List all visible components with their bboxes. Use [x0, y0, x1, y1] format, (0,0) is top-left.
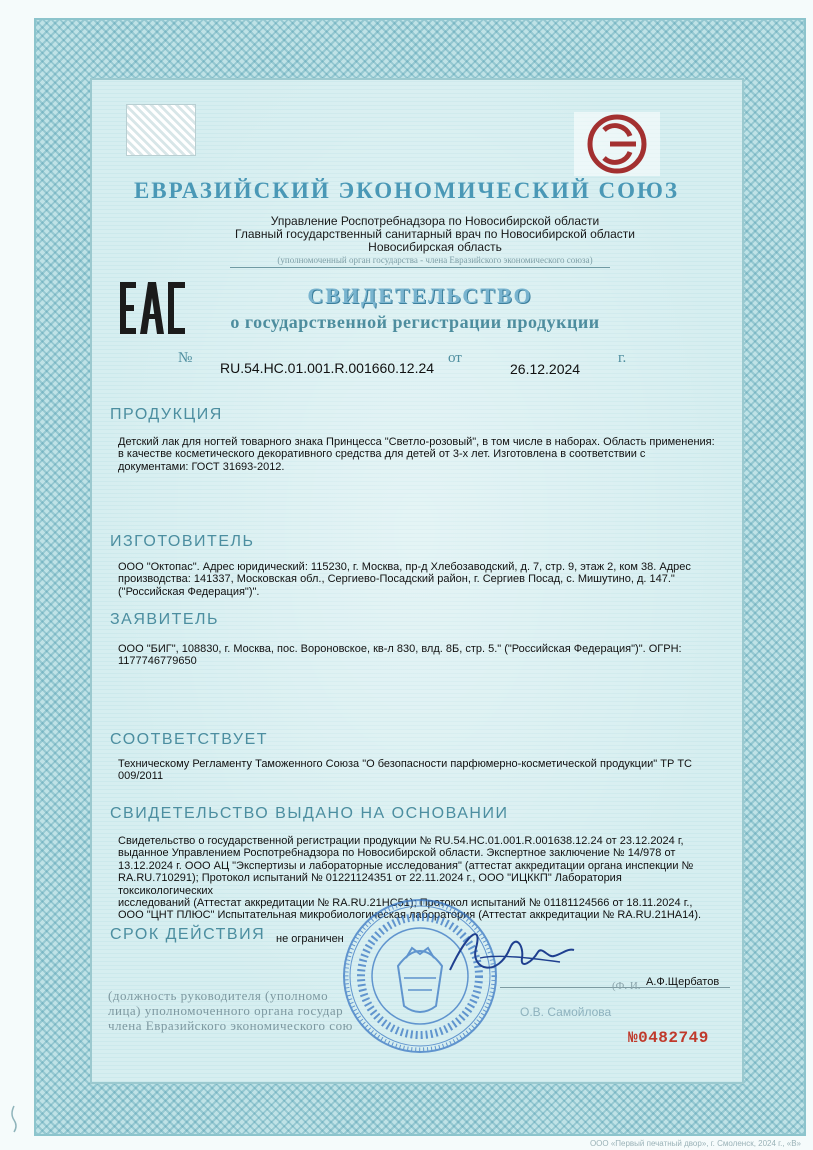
compliance-heading: СООТВЕТСТВУЕТ: [110, 731, 269, 748]
text-line: ООО "БИГ", 108830, г. Москва, пос. Вороновское, кв-л 830, влд. 8Б, стр. 5." ("Российская Федерация")". ОГРН:: [118, 643, 682, 655]
authority-line-3: Новосибирская область: [368, 240, 502, 254]
signatory-label-line-3: члена Евразийского экономического сою: [108, 1018, 353, 1033]
compliance-text: [118, 758, 718, 783]
text-line: документами: ГОСТ 31693-2012.: [118, 460, 285, 473]
text-line: ООО "ЦНТ ПЛЮС" Испытательная микробиологическая лаборатория (Аттестат аккредитации № RA.RU.21НА14).: [118, 909, 702, 922]
signatory-label-line-1: (должность руководителя (уполномо: [108, 988, 329, 1003]
number-label: №: [178, 350, 193, 366]
text-line: 1177746779650: [118, 655, 197, 668]
text-line: 009/2011: [118, 770, 164, 783]
text-line: Свидетельство о государственной регистрации продукции № RU.54.НС.01.001.R.001638.12.24 от 23.12.2024 г,: [118, 835, 684, 847]
applicant-heading: ЗАЯВИТЕЛЬ: [110, 611, 220, 628]
registration-number: RU.54.НС.01.001.R.001660.12.24: [220, 360, 435, 376]
date-from-label: от: [448, 350, 462, 366]
text-line: исследований (Аттестат аккредитации № RA.RU.21НС51); Протокол испытаний № 01181124566 от 18.11.2024 г.,: [118, 897, 693, 910]
edge-mark-icon: [8, 1104, 20, 1134]
manufacturer-heading: ИЗГОТОВИТЕЛЬ: [110, 533, 255, 550]
text-line: Техническому Регламенту Таможенного Союза "О безопасности парфюмерно-косметической продукции" ТР ТС: [118, 758, 693, 770]
validity-heading: СРОК ДЕЙСТВИЯ: [110, 926, 266, 943]
signatory-label-line-2: лица) уполномоченного органа государ: [108, 1003, 344, 1018]
serial-number: №0482749: [628, 1029, 709, 1047]
basis-heading: СВИДЕТЕЛЬСТВО ВЫДАНО НА ОСНОВАНИИ: [110, 805, 509, 822]
authority-line-1: Управление Роспотребнадзора по Новосибирской области: [270, 214, 600, 228]
authority-note: (уполномоченный орган государства - члена Евразийского экономического союза): [277, 255, 593, 265]
year-suffix: г.: [618, 350, 627, 366]
validity-value: не ограничен: [276, 933, 344, 945]
certificate-title: СВИДЕТЕЛЬСТВО: [307, 283, 533, 308]
printer-info: ООО «Первый печатный двор», г. Смоленск, 2024 г., «В»: [589, 1139, 801, 1148]
security-emblem: [126, 104, 196, 156]
certificate-subtitle: о государственной регистрации продукции: [230, 312, 600, 332]
manufacturer-text: [118, 561, 718, 598]
text-line: в качестве косметического декоративного средства для детей от 3-х лет. Изготовлена в соответствии с: [118, 448, 646, 461]
signature-icon: [440, 918, 580, 988]
text-line: ООО "Октопас". Адрес юридический: 115230, г. Москва, пр-д Хлебозаводский, д. 7, стр. 9, этаж 2, ком 38. Адрес: [118, 561, 691, 573]
product-heading: ПРОДУКЦИЯ: [110, 406, 223, 423]
text-line: ("Российская Федерация")".: [118, 585, 260, 598]
union-title: ЕВРАЗИЙСКИЙ ЭКОНОМИЧЕСКИЙ СОЮЗ: [133, 178, 680, 203]
text-line: выданное Управлением Роспотребнадзора по Новосибирской области. Экспертное заключение № 14/978 от: [118, 847, 676, 860]
applicant-text: [118, 643, 718, 668]
faded-name: О.В. Самойлова: [520, 1005, 612, 1019]
initials-label: (Ф. И.: [612, 980, 641, 992]
text-line: 13.12.2024 г. ООО АЦ "Экспертизы и лабораторные исследования" (аттестат аккредитации органа инспекции №: [118, 859, 694, 872]
product-text: [118, 436, 718, 473]
conformity-logo-icon: [574, 112, 660, 176]
registration-date: 26.12.2024: [510, 361, 581, 377]
divider: [230, 267, 610, 268]
text-line: производства: 141337, Московская обл., Сергиево-Посадский район, г. Сергиев Посад, с. Мишутино, д. 147.": [118, 573, 675, 586]
authority-line-2: Главный государственный санитарный врач по Новосибирской области: [235, 227, 635, 241]
text-line: Детский лак для ногтей товарного знака Принцесса "Светло-розовый", в том числе в наборах. Область применения:: [118, 436, 715, 448]
text-line: RA.RU.710291); Протокол испытаний № 01221124351 от 22.11.2024 г., ООО "ИЦККП" Лаборатория токсикологических: [118, 872, 622, 897]
signer-name: А.Ф.Щербатов: [646, 976, 720, 988]
eac-mark-icon: [118, 280, 188, 336]
